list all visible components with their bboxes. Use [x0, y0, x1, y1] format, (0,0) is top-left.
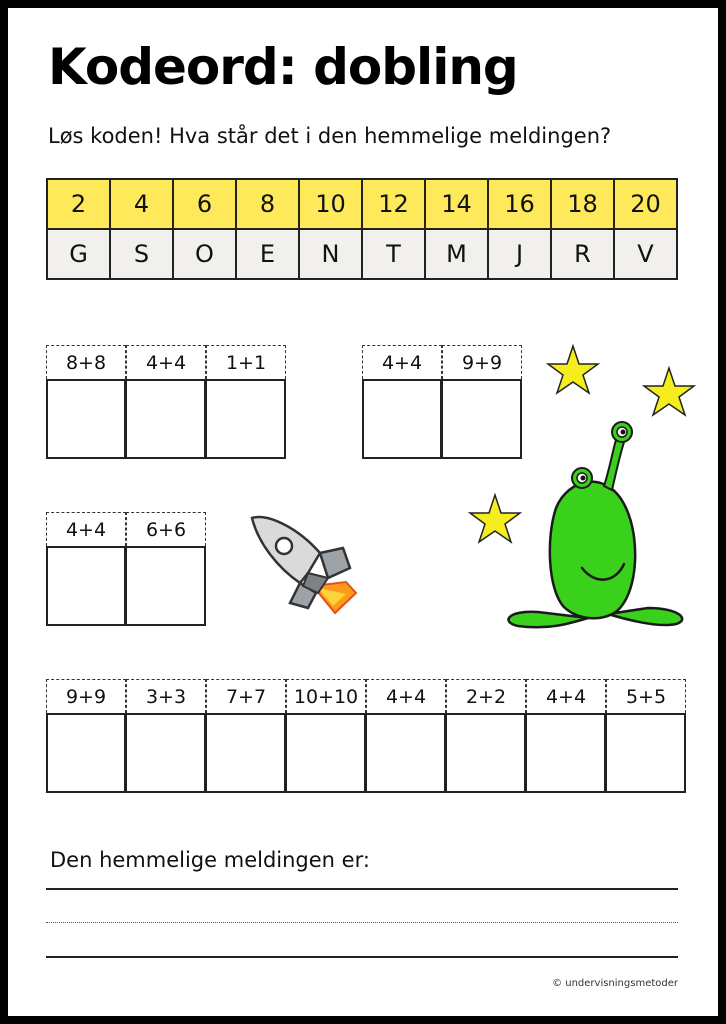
key-number: 20 [614, 179, 677, 229]
key-number: 18 [551, 179, 614, 229]
key-number: 4 [110, 179, 173, 229]
doubling-problem: 4+4 [362, 345, 442, 379]
doubling-problem: 4+4 [126, 345, 206, 379]
answer-line[interactable] [46, 888, 678, 890]
doubling-problem: 5+5 [606, 679, 686, 713]
star-icon [644, 368, 694, 415]
answer-label: Den hemmelige meldingen er: [50, 848, 370, 872]
doubling-problem: 3+3 [126, 679, 206, 713]
key-number: 14 [425, 179, 488, 229]
guide-line [46, 922, 678, 923]
doubling-problem: 10+10 [286, 679, 366, 713]
key-letter: V [614, 229, 677, 279]
instructions: Løs koden! Hva står det i den hemmelige meldingen? [48, 124, 612, 148]
doubling-problem: 4+4 [526, 679, 606, 713]
doubling-problem: 9+9 [442, 345, 522, 379]
worksheet-page [8, 8, 718, 1016]
alien-icon [508, 422, 682, 627]
key-letter: N [299, 229, 362, 279]
rocket-icon [252, 517, 356, 613]
key-number: 6 [173, 179, 236, 229]
key-letter: T [362, 229, 425, 279]
doubling-problem: 9+9 [46, 679, 126, 713]
copyright-text: © undervisningsmetoder [552, 978, 678, 989]
doubling-problem: 8+8 [46, 345, 126, 379]
doubling-problem: 6+6 [126, 512, 206, 546]
doubling-problem: 7+7 [206, 679, 286, 713]
key-number: 16 [488, 179, 551, 229]
answer-line[interactable] [46, 956, 678, 958]
key-letter: R [551, 229, 614, 279]
doubling-problem: 1+1 [206, 345, 286, 379]
star-icon [548, 346, 598, 393]
star-icon [470, 495, 520, 542]
key-number: 12 [362, 179, 425, 229]
key-number: 10 [299, 179, 362, 229]
page-title: Kodeord: dobling [48, 38, 518, 96]
key-letter: G [47, 229, 110, 279]
key-letter: J [488, 229, 551, 279]
key-number: 8 [236, 179, 299, 229]
key-letter: M [425, 229, 488, 279]
key-number: 2 [47, 179, 110, 229]
doubling-problem: 4+4 [366, 679, 446, 713]
key-letter: S [110, 229, 173, 279]
key-letter: O [173, 229, 236, 279]
doubling-problem: 2+2 [446, 679, 526, 713]
key-letter: E [236, 229, 299, 279]
doubling-problem: 4+4 [46, 512, 126, 546]
